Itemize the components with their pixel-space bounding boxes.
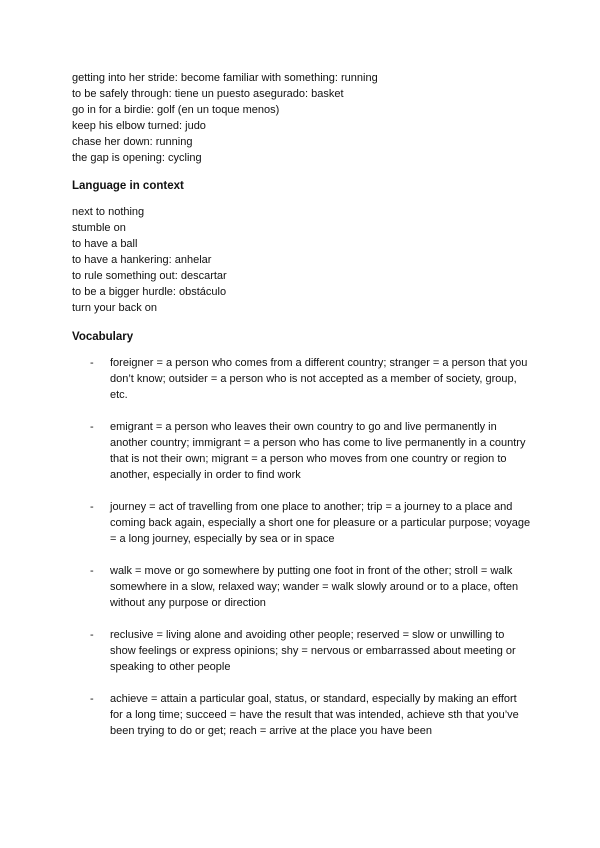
- phrase-line: to be a bigger hurdle: obstáculo: [72, 286, 227, 298]
- expression-line: the gap is opening: cycling: [72, 152, 202, 164]
- vocabulary-definition: reclusive = living alone and avoiding other people; reserved = slow or unwilling to show feelings or express opinions; shy = nervous or embarrassed about meeting or speaking to other people: [110, 629, 516, 673]
- vocabulary-definition: emigrant = a person who leaves their own country to go and live permanently in another country; immigrant = a person who has come to live permanently in a country that is not their own; migrant = a person who moves from one country or region to another, especially in order to find work: [110, 421, 526, 481]
- language-in-context-list: [72, 204, 532, 316]
- vocabulary-item: [72, 627, 532, 675]
- vocabulary-item: [72, 563, 532, 611]
- bullet-dash: -: [90, 421, 94, 433]
- vocabulary-definition: achieve = attain a particular goal, status, or standard, especially by making an effort for a long time; succeed = have the result that was intended, achieve sth that you’ve been trying to do or get; reach = arrive at the place you have been: [110, 693, 519, 737]
- phrase-line: turn your back on: [72, 302, 157, 314]
- phrase-line: to rule something out: descartar: [72, 270, 227, 282]
- bullet-dash: -: [90, 501, 94, 513]
- vocabulary-heading: Vocabulary: [72, 331, 134, 343]
- phrase-line: to have a ball: [72, 238, 138, 250]
- vocabulary-definition: foreigner = a person who comes from a different country; stranger = a person that you don’t know; outsider = a person who is not accepted as a member of society, group, etc.: [110, 357, 528, 401]
- expression-line: keep his elbow turned: judo: [72, 120, 206, 132]
- expression-line: getting into her stride: become familiar with something: running: [72, 72, 378, 84]
- phrase-line: to have a hankering: anhelar: [72, 254, 212, 266]
- vocabulary-item: [72, 499, 532, 547]
- vocabulary-definition: walk = move or go somewhere by putting one foot in front of the other; stroll = walk somewhere in a slow, relaxed way; wander = walk slowly around or to a place, often without any purpose or direction: [110, 565, 519, 609]
- phrase-line: next to nothing: [72, 206, 145, 218]
- language-in-context-heading: Language in context: [72, 180, 184, 192]
- phrase-line: stumble on: [72, 222, 126, 234]
- document-page: [72, 70, 532, 755]
- expressions-list: [72, 70, 532, 166]
- vocabulary-definition: journey = act of travelling from one place to another; trip = a journey to a place and coming back again, especially a short one for pleasure or a particular purpose; voyage = a long journey, especially by sea or in space: [110, 501, 531, 545]
- bullet-dash: -: [90, 357, 94, 369]
- vocabulary-item: [72, 691, 532, 739]
- bullet-dash: -: [90, 693, 94, 705]
- expression-line: chase her down: running: [72, 136, 193, 148]
- bullet-dash: -: [90, 565, 94, 577]
- vocabulary-item: [72, 419, 532, 483]
- vocabulary-item: [72, 355, 532, 403]
- bullet-dash: -: [90, 629, 94, 641]
- expression-line: to be safely through: tiene un puesto asegurado: basket: [72, 88, 344, 100]
- vocabulary-list: [72, 355, 532, 739]
- expression-line: go in for a birdie: golf (en un toque menos): [72, 104, 280, 116]
